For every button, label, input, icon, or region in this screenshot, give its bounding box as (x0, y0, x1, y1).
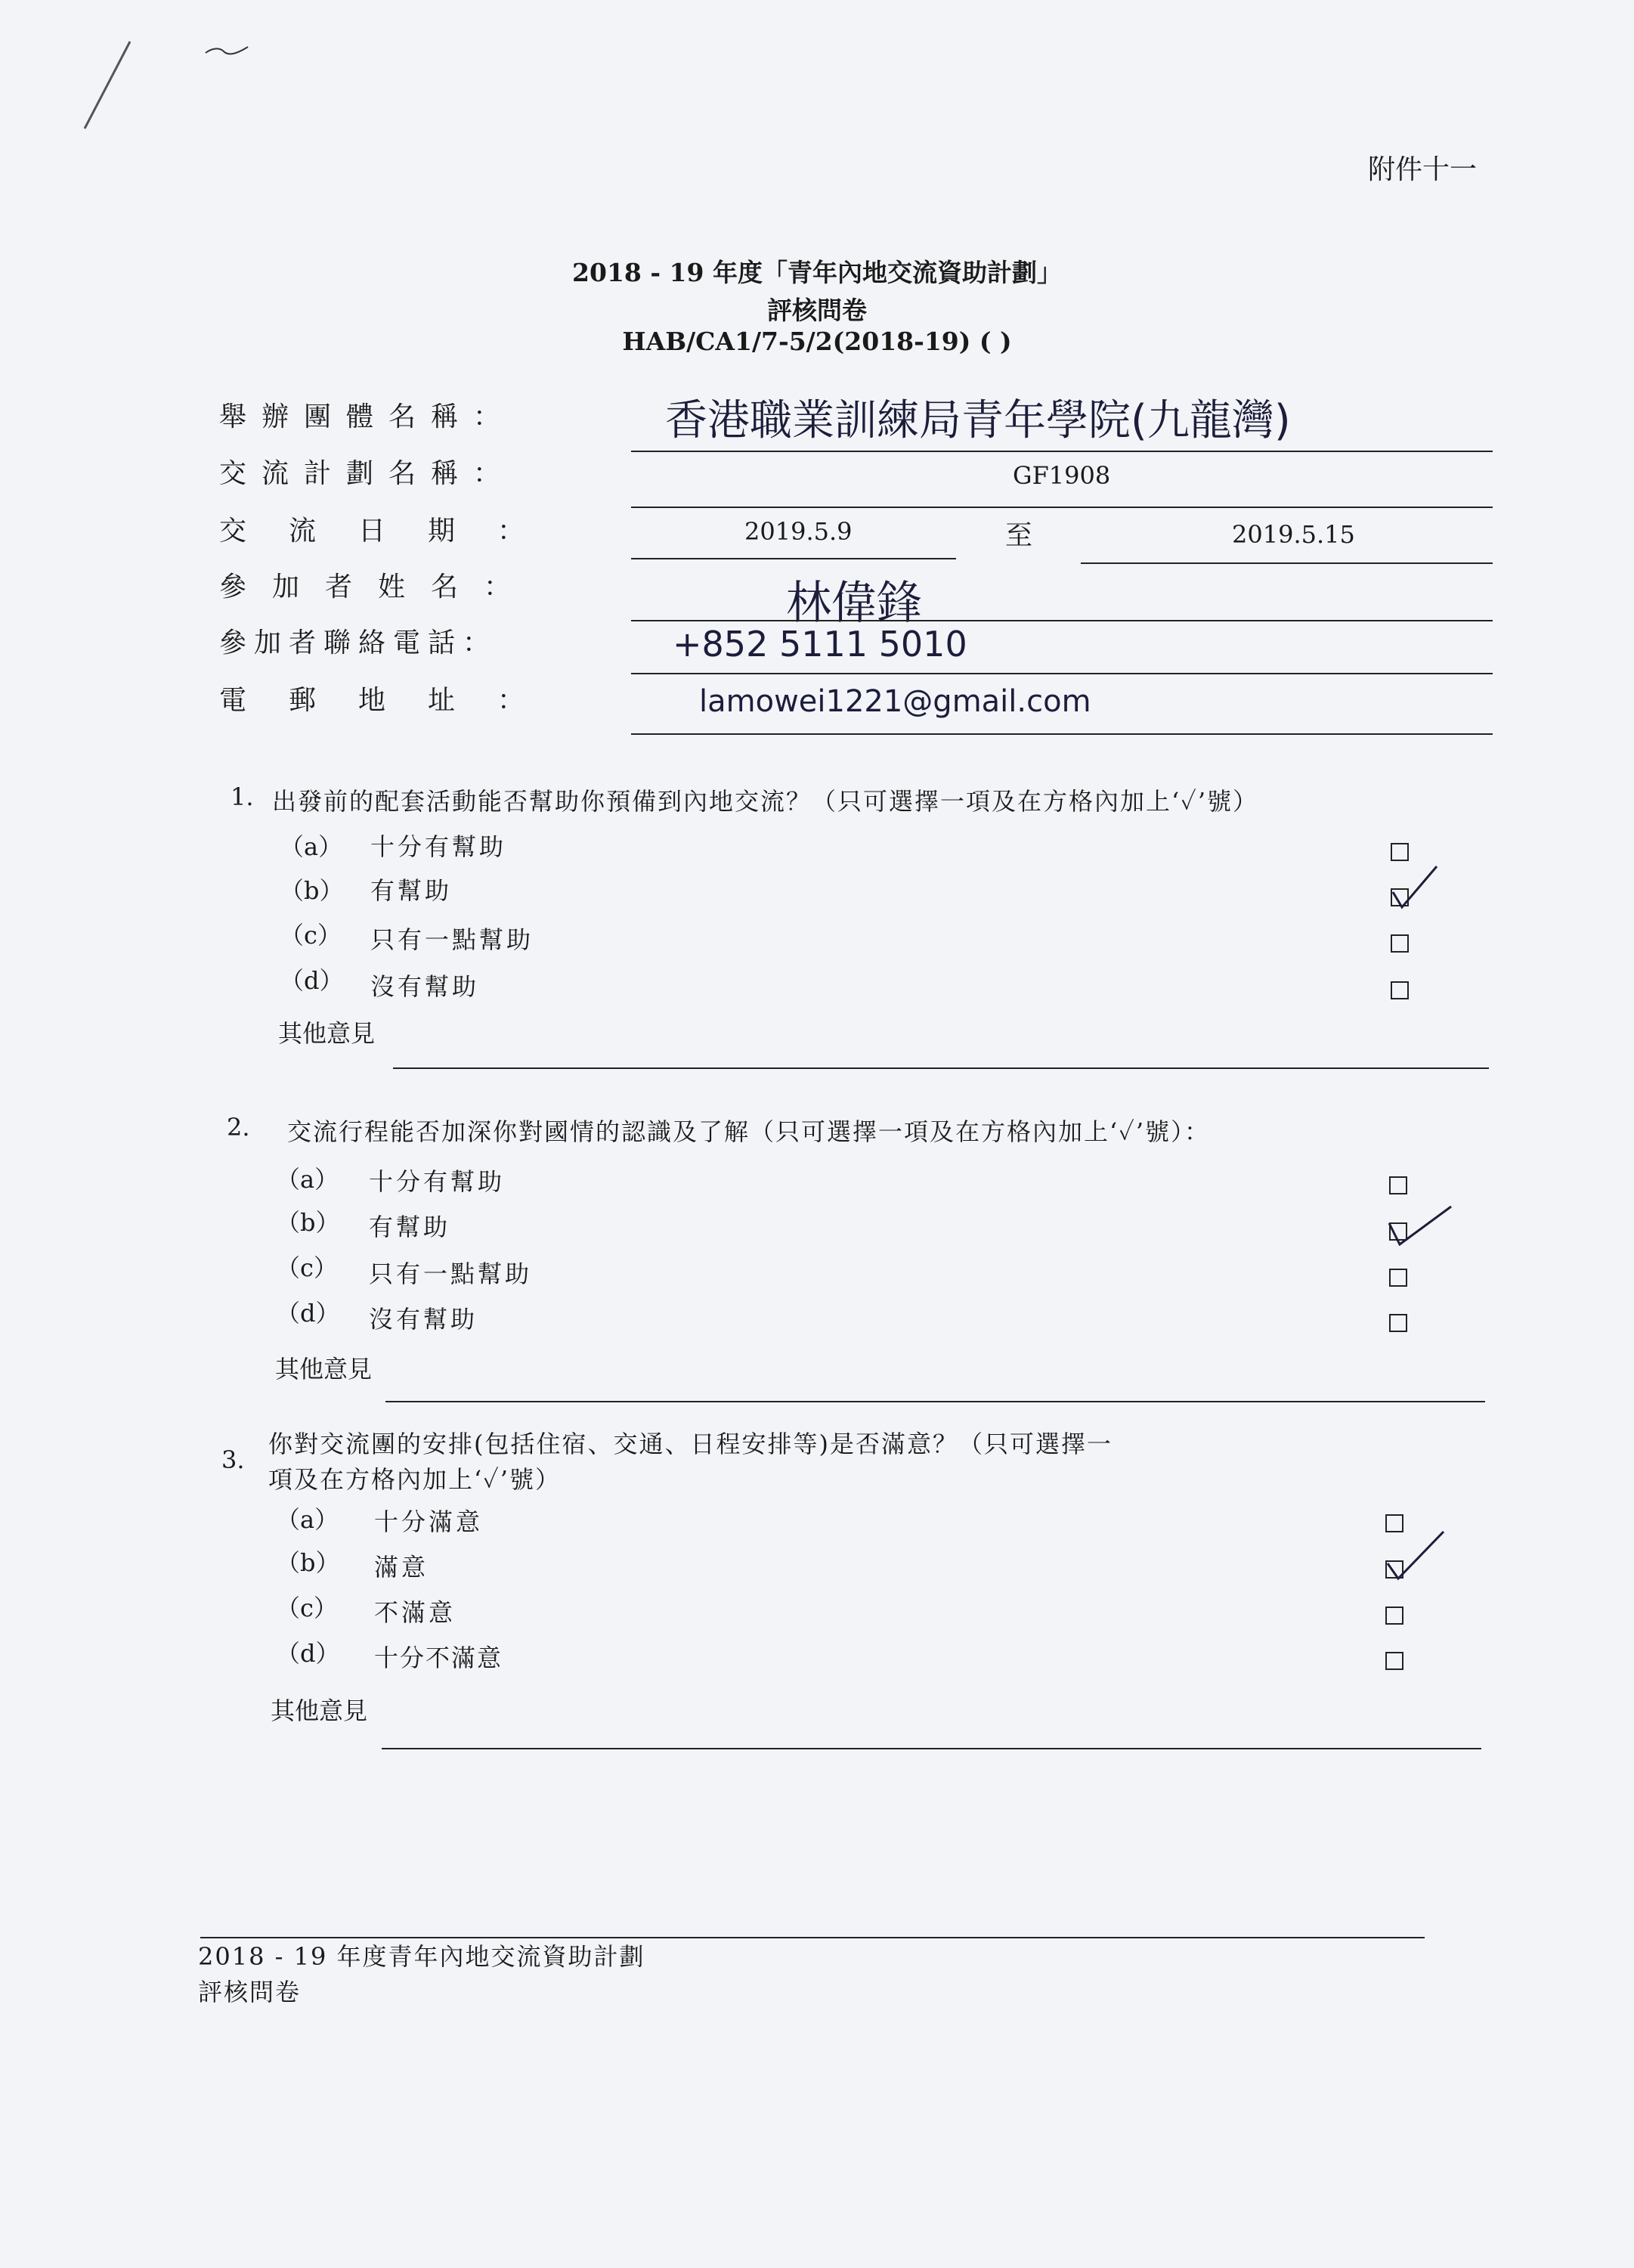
q2-other-line[interactable] (385, 1401, 1485, 1402)
q3-opt-d-key: （d） (276, 1639, 340, 1668)
q2-opt-c-key: （c） (276, 1253, 338, 1282)
q3-checkmark-icon (1382, 1526, 1450, 1586)
q1-opt-d-key: （d） (280, 966, 344, 995)
q1-opt-a-checkbox[interactable] (1391, 843, 1409, 861)
q1-opt-b-key: （b） (280, 876, 344, 905)
q1-opt-c-key: （c） (280, 921, 342, 950)
q3-other-label: 其他意見 (271, 1696, 368, 1725)
phone-value[interactable]: +852 5111 5010 (673, 624, 967, 665)
date-to-word: 至 (1005, 520, 1033, 551)
q3-opt-c-checkbox[interactable] (1385, 1606, 1403, 1625)
q2-text: 交流行程能否加深你對國情的認識及了解（只可選擇一項及在方格內加上‘✓’號）： (287, 1117, 1210, 1146)
q3-opt-d-checkbox[interactable] (1385, 1652, 1403, 1670)
form-ref: HAB/CA1/7-5/2(2018-19) ( ) (622, 327, 1012, 356)
q2-opt-b-key: （b） (276, 1208, 340, 1237)
email-underline (631, 733, 1493, 735)
q1-number: 1. (231, 782, 254, 811)
program-label: 交流計劃名稱： (219, 458, 516, 489)
staple-mark (76, 30, 272, 136)
q1-other-line[interactable] (393, 1067, 1489, 1069)
annex-label: 附件十一 (1368, 154, 1478, 185)
q3-opt-b-key: （b） (276, 1548, 340, 1577)
q1-other-label: 其他意見 (278, 1019, 376, 1048)
date-from-underline (631, 558, 956, 559)
q1-opt-b-label: 有幫助 (370, 876, 453, 905)
q3-opt-c-label: 不滿意 (374, 1598, 456, 1627)
q2-opt-b-label: 有幫助 (369, 1213, 451, 1241)
q3-opt-d-label: 十分不滿意 (374, 1644, 503, 1672)
date-to-underline (1081, 562, 1493, 564)
email-value[interactable]: lamowei1221@gmail.com (699, 684, 1091, 719)
program-underline (631, 507, 1493, 508)
q1-text: 出發前的配套活動能否幫助你預備到內地交流？（只可選擇一項及在方格內加上‘✓’號） (272, 787, 1258, 816)
q2-opt-d-key: （d） (276, 1299, 340, 1328)
q2-checkmark-icon (1383, 1201, 1459, 1253)
q3-opt-a-key: （a） (276, 1505, 339, 1534)
q1-opt-a-key: （a） (280, 832, 343, 861)
q3-opt-a-label: 十分滿意 (374, 1507, 484, 1536)
email-label: 電郵地址： (219, 685, 568, 716)
q2-number: 2. (227, 1113, 250, 1142)
form-title: 2018 - 19 年度「青年內地交流資助計劃」 (572, 258, 1062, 287)
q3-text-line2: 項及在方格內加上‘✓’號） (268, 1465, 561, 1494)
q1-opt-d-label: 沒有幫助 (370, 972, 480, 1001)
phone-label: 參加者聯絡電話： (219, 627, 498, 658)
dates-label: 交流日期： (219, 516, 568, 547)
participant-label: 參加者姓名： (219, 572, 537, 603)
org-label: 舉辦團體名稱： (219, 401, 516, 432)
org-value[interactable]: 香港職業訓練局青年學院(九龍灣) (665, 396, 1291, 445)
footer-line1: 2018 - 19 年度青年內地交流資助計劃 (198, 1942, 645, 1971)
q2-opt-c-label: 只有一點幫助 (369, 1259, 533, 1288)
phone-underline (631, 673, 1493, 674)
q3-opt-c-key: （c） (276, 1594, 338, 1622)
q1-checkmark-icon (1387, 862, 1447, 915)
form-subtitle: 評核問卷 (767, 296, 867, 325)
participant-value[interactable]: 林偉鋒 (786, 577, 922, 630)
q1-opt-c-label: 只有一點幫助 (370, 925, 534, 954)
q3-text-line1: 你對交流團的安排(包括住宿、交通、日程安排等)是否滿意？（只可選擇一 (268, 1430, 1113, 1458)
q2-opt-a-key: （a） (276, 1165, 339, 1194)
q3-other-line[interactable] (382, 1748, 1481, 1749)
q1-opt-a-label: 十分有幫助 (370, 832, 507, 861)
q2-opt-d-label: 沒有幫助 (369, 1305, 478, 1334)
q3-number: 3. (221, 1445, 245, 1474)
footer-line2: 評核問卷 (198, 1978, 302, 2006)
q2-other-label: 其他意見 (275, 1355, 373, 1383)
program-value[interactable]: GF1908 (1013, 461, 1111, 490)
q1-opt-c-checkbox[interactable] (1391, 934, 1409, 953)
q2-opt-a-checkbox[interactable] (1389, 1176, 1407, 1194)
q2-opt-d-checkbox[interactable] (1389, 1314, 1407, 1332)
date-from-value[interactable]: 2019.5.9 (744, 517, 853, 546)
org-underline (631, 451, 1493, 452)
q1-opt-d-checkbox[interactable] (1391, 981, 1409, 999)
q2-opt-a-label: 十分有幫助 (369, 1167, 506, 1196)
date-to-value[interactable]: 2019.5.15 (1232, 520, 1355, 549)
q2-opt-c-checkbox[interactable] (1389, 1269, 1407, 1287)
q3-opt-b-label: 滿意 (374, 1553, 429, 1582)
participant-underline (631, 620, 1493, 621)
